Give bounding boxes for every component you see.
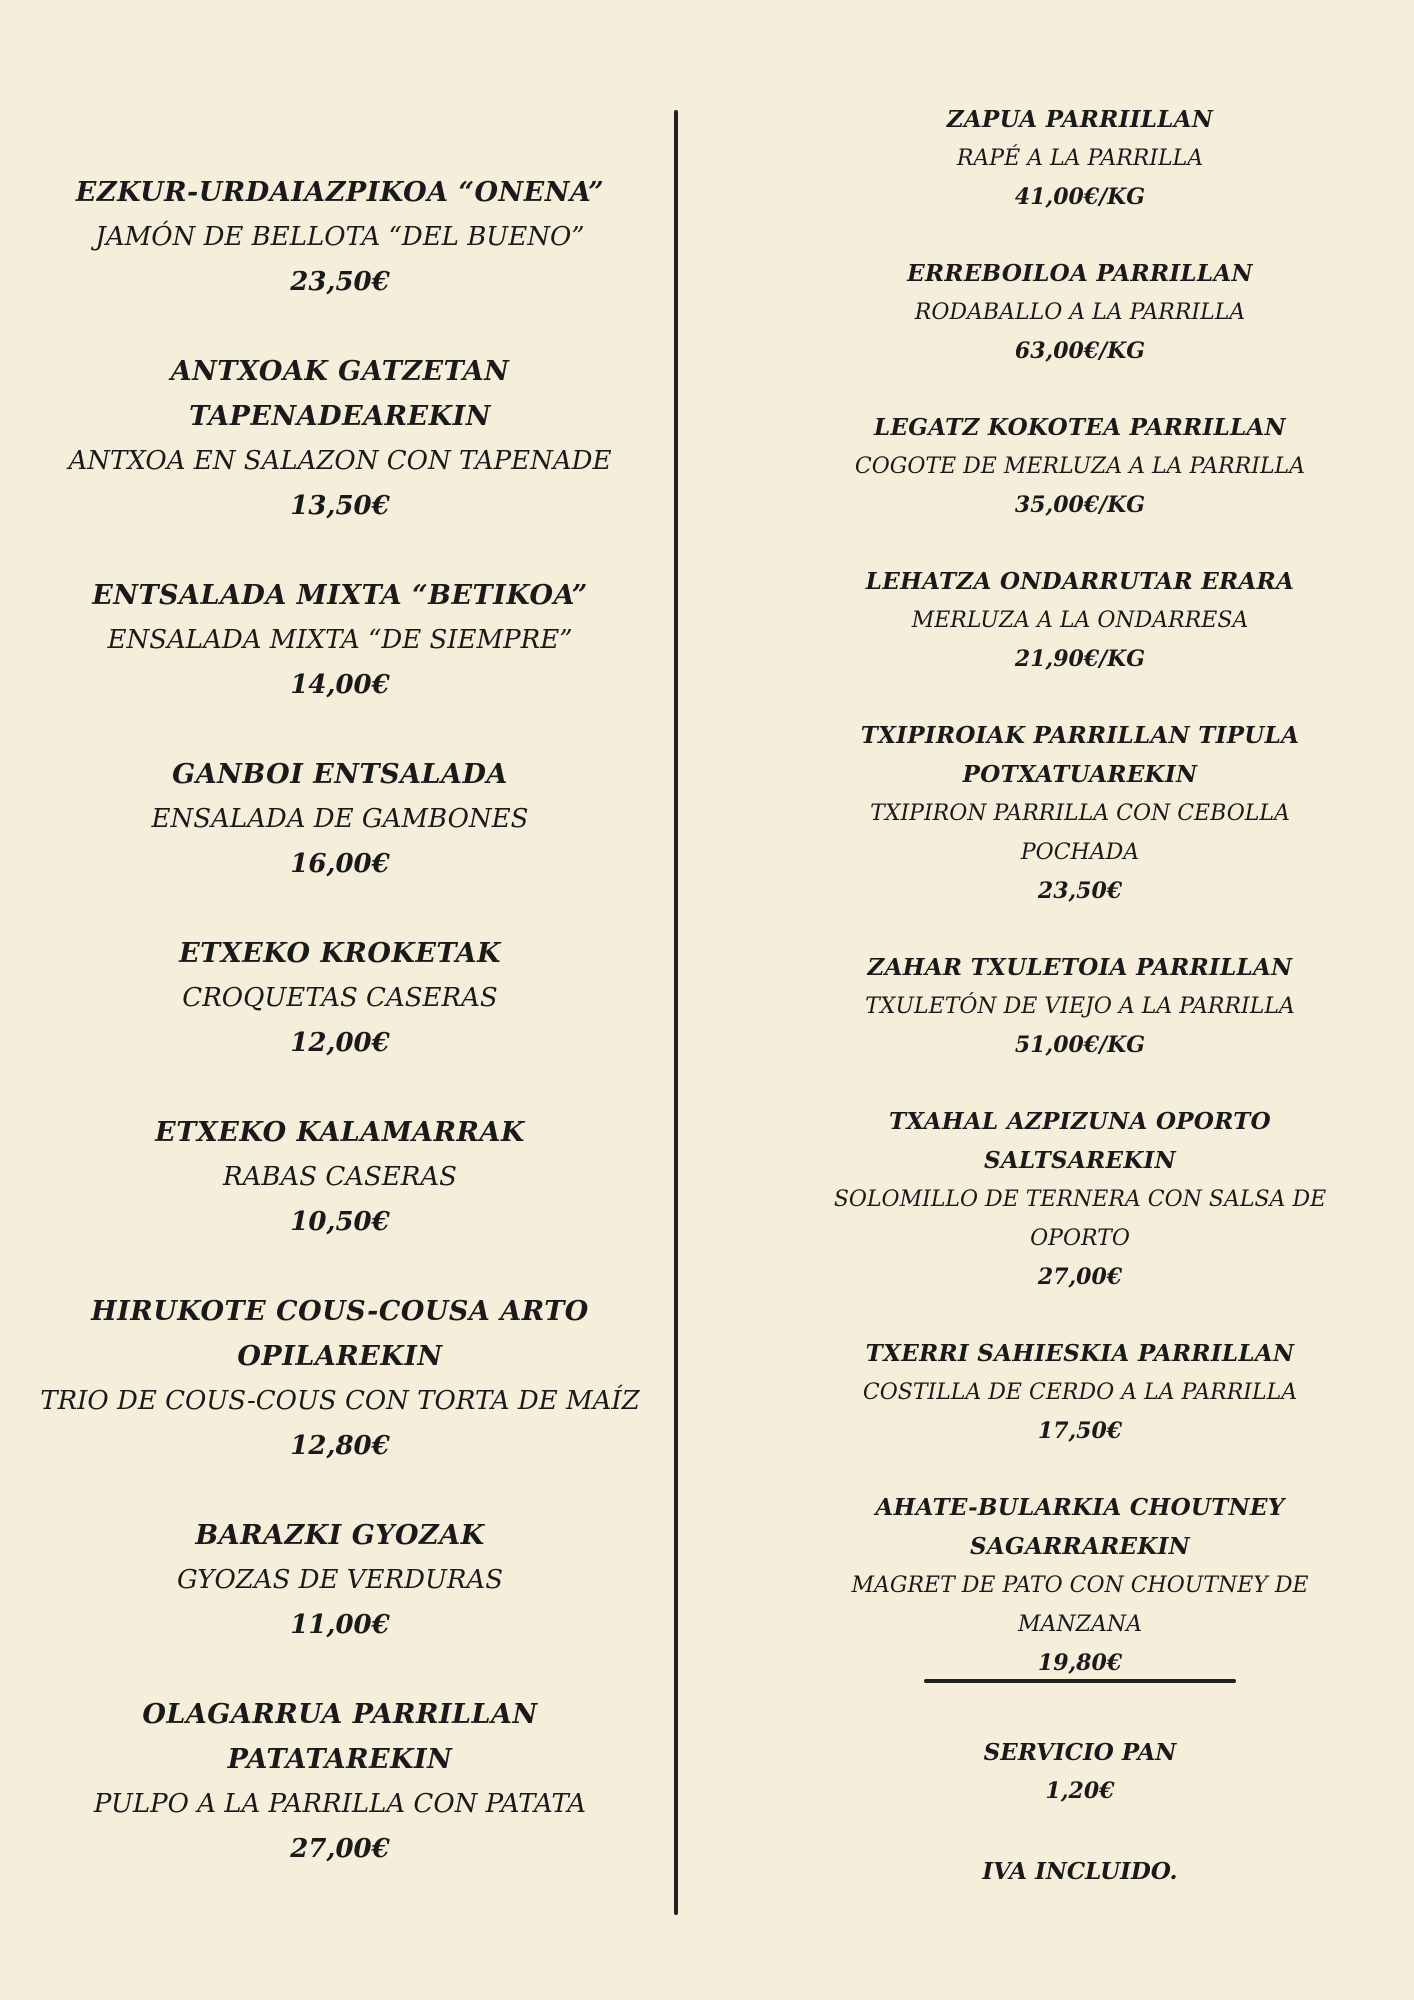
dish-name-basque: HIRUKOTE COUS-COUSA ARTO (91, 1296, 589, 1327)
dish-price: 23,50€ (290, 267, 390, 297)
dish-name-basque: TXIPIROIAK PARRILLAN TIPULA (860, 722, 1300, 749)
menu-item (800, 1488, 1360, 1683)
dish-name-basque: TXAHAL AZPIZUNA OPORTO SALTSAREKIN (889, 1108, 1271, 1174)
menu-item (800, 1334, 1360, 1451)
dish-price: 19,80€ (1037, 1650, 1123, 1676)
dish-name-basque: TAPENADEAREKIN (189, 401, 491, 432)
dish-name-basque: ERREBOILOA PARRILLAN (907, 260, 1253, 287)
menu-item (40, 573, 640, 708)
dish-name-spanish: TXIPIRON PARRILLA CON CEBOLLA (870, 801, 1290, 826)
dish-name-spanish: COGOTE DE MERLUZA A LA PARRILLA (854, 454, 1306, 479)
dish-name-basque: GANBOI ENTSALADA (172, 759, 508, 790)
dish-price: 35,00€/KG (1014, 492, 1146, 518)
dish-price: 23,50€ (1037, 878, 1123, 904)
dish-price: 12,00€ (290, 1028, 390, 1058)
dish-name-spanish: RAPÉ A LA PARRILLA (956, 146, 1204, 171)
left-column (40, 170, 640, 1916)
dish-name-spanish: ANTXOA EN SALAZON CON TAPENADE (68, 446, 612, 476)
dish-name-basque: ETXEKO KALAMARRAK (155, 1117, 525, 1148)
dish-name-spanish: ENSALADA DE GAMBONES (151, 804, 529, 834)
menu-item (40, 1692, 640, 1872)
dish-name-spanish: JAMÓN DE BELLOTA “DEL BUENO” (95, 222, 585, 252)
right-column (800, 100, 1360, 1720)
menu-item (40, 1289, 640, 1469)
dish-price: 12,80€ (290, 1431, 390, 1461)
dish-price: 41,00€/KG (1014, 184, 1146, 210)
menu-item (800, 716, 1360, 911)
bread-service (800, 1733, 1360, 1811)
menu-item (800, 1102, 1360, 1297)
dish-name-basque: OLAGARRUA PARRILLAN PATATAREKIN (142, 1699, 538, 1775)
dish-name-spanish: PULPO A LA PARRILLA CON PATATA (93, 1789, 587, 1819)
dish-name-basque: EZKUR-URDAIAZPIKOA “ONENA” (75, 177, 605, 208)
menu-item (800, 408, 1360, 525)
dish-name-spanish: POCHADA (1020, 840, 1140, 865)
dish-name-basque: AHATE-BULARKIA CHOUTNEY (875, 1494, 1285, 1521)
dish-price: 21,90€/KG (1014, 646, 1146, 672)
menu-item (800, 100, 1360, 217)
dish-price: 27,00€ (1037, 1264, 1123, 1290)
dish-name-basque: ZAPUA PARRIILLAN (946, 106, 1214, 133)
dish-name-basque: SAGARRAREKIN (969, 1533, 1191, 1560)
dish-name-basque: TXERRI SAHIESKIA PARRILLAN (865, 1340, 1295, 1367)
dish-name-spanish: MERLUZA A LA ONDARRESA (911, 608, 1249, 633)
menu-item (800, 254, 1360, 371)
dish-price: 11,00€ (290, 1610, 390, 1640)
menu-item (40, 931, 640, 1066)
dish-name-spanish: GYOZAS DE VERDURAS (176, 1565, 504, 1595)
dish-name-spanish: RABAS CASERAS (223, 1162, 457, 1192)
dish-price: 51,00€/KG (1014, 1032, 1146, 1058)
dish-name-spanish: SOLOMILLO DE TERNERA CON SALSA DE (833, 1187, 1327, 1212)
tax-note: IVA INCLUIDO. (982, 1858, 1178, 1885)
menu-item (40, 1513, 640, 1648)
dish-name-basque: POTXATUAREKIN (962, 761, 1198, 788)
dish-name-spanish: MAGRET DE PATO CON CHOUTNEY DE (851, 1573, 1309, 1598)
column-divider (674, 110, 678, 1915)
menu-item (40, 1110, 640, 1245)
bread-label: SERVICIO PAN (983, 1739, 1177, 1766)
section-rule (924, 1679, 1236, 1683)
menu-item (800, 562, 1360, 679)
dish-name-spanish: TXULETÓN DE VIEJO A LA PARRILLA (865, 994, 1295, 1019)
dish-name-basque: BARAZKI GYOZAK (195, 1520, 485, 1551)
dish-price: 13,50€ (290, 491, 390, 521)
dish-name-spanish: COSTILLA DE CERDO A LA PARRILLA (862, 1380, 1298, 1405)
dish-name-basque: LEHATZA ONDARRUTAR ERARA (865, 568, 1295, 595)
dish-name-basque: ANTXOAK GATZETAN (170, 356, 510, 387)
dish-price: 16,00€ (290, 849, 390, 879)
dish-name-spanish: MANZANA (1018, 1612, 1142, 1637)
dish-name-spanish: OPORTO (1030, 1226, 1130, 1251)
bread-price: 1,20€ (1045, 1778, 1115, 1804)
dish-price: 14,00€ (290, 670, 390, 700)
menu-item (800, 948, 1360, 1065)
menu-item (40, 349, 640, 529)
dish-price: 27,00€ (290, 1834, 390, 1864)
menu-item (40, 170, 640, 305)
dish-name-basque: ETXEKO KROKETAK (179, 938, 501, 969)
dish-price: 63,00€/KG (1014, 338, 1146, 364)
menu-item (40, 752, 640, 887)
dish-name-spanish: TRIO DE COUS-COUS CON TORTA DE MAÍZ (40, 1386, 640, 1416)
dish-name-spanish: RODABALLO A LA PARRILLA (914, 300, 1246, 325)
dish-name-basque: ZAHAR TXULETOIA PARRILLAN (867, 954, 1293, 981)
dish-name-basque: OPILAREKIN (237, 1341, 443, 1372)
dish-name-basque: ENTSALADA MIXTA “BETIKOA” (92, 580, 588, 611)
dish-name-spanish: CROQUETAS CASERAS (182, 983, 498, 1013)
dish-price: 17,50€ (1037, 1418, 1123, 1444)
dish-name-basque: LEGATZ KOKOTEA PARRILLAN (873, 414, 1287, 441)
dish-price: 10,50€ (290, 1207, 390, 1237)
dish-name-spanish: ENSALADA MIXTA “DE SIEMPRE” (107, 625, 573, 655)
